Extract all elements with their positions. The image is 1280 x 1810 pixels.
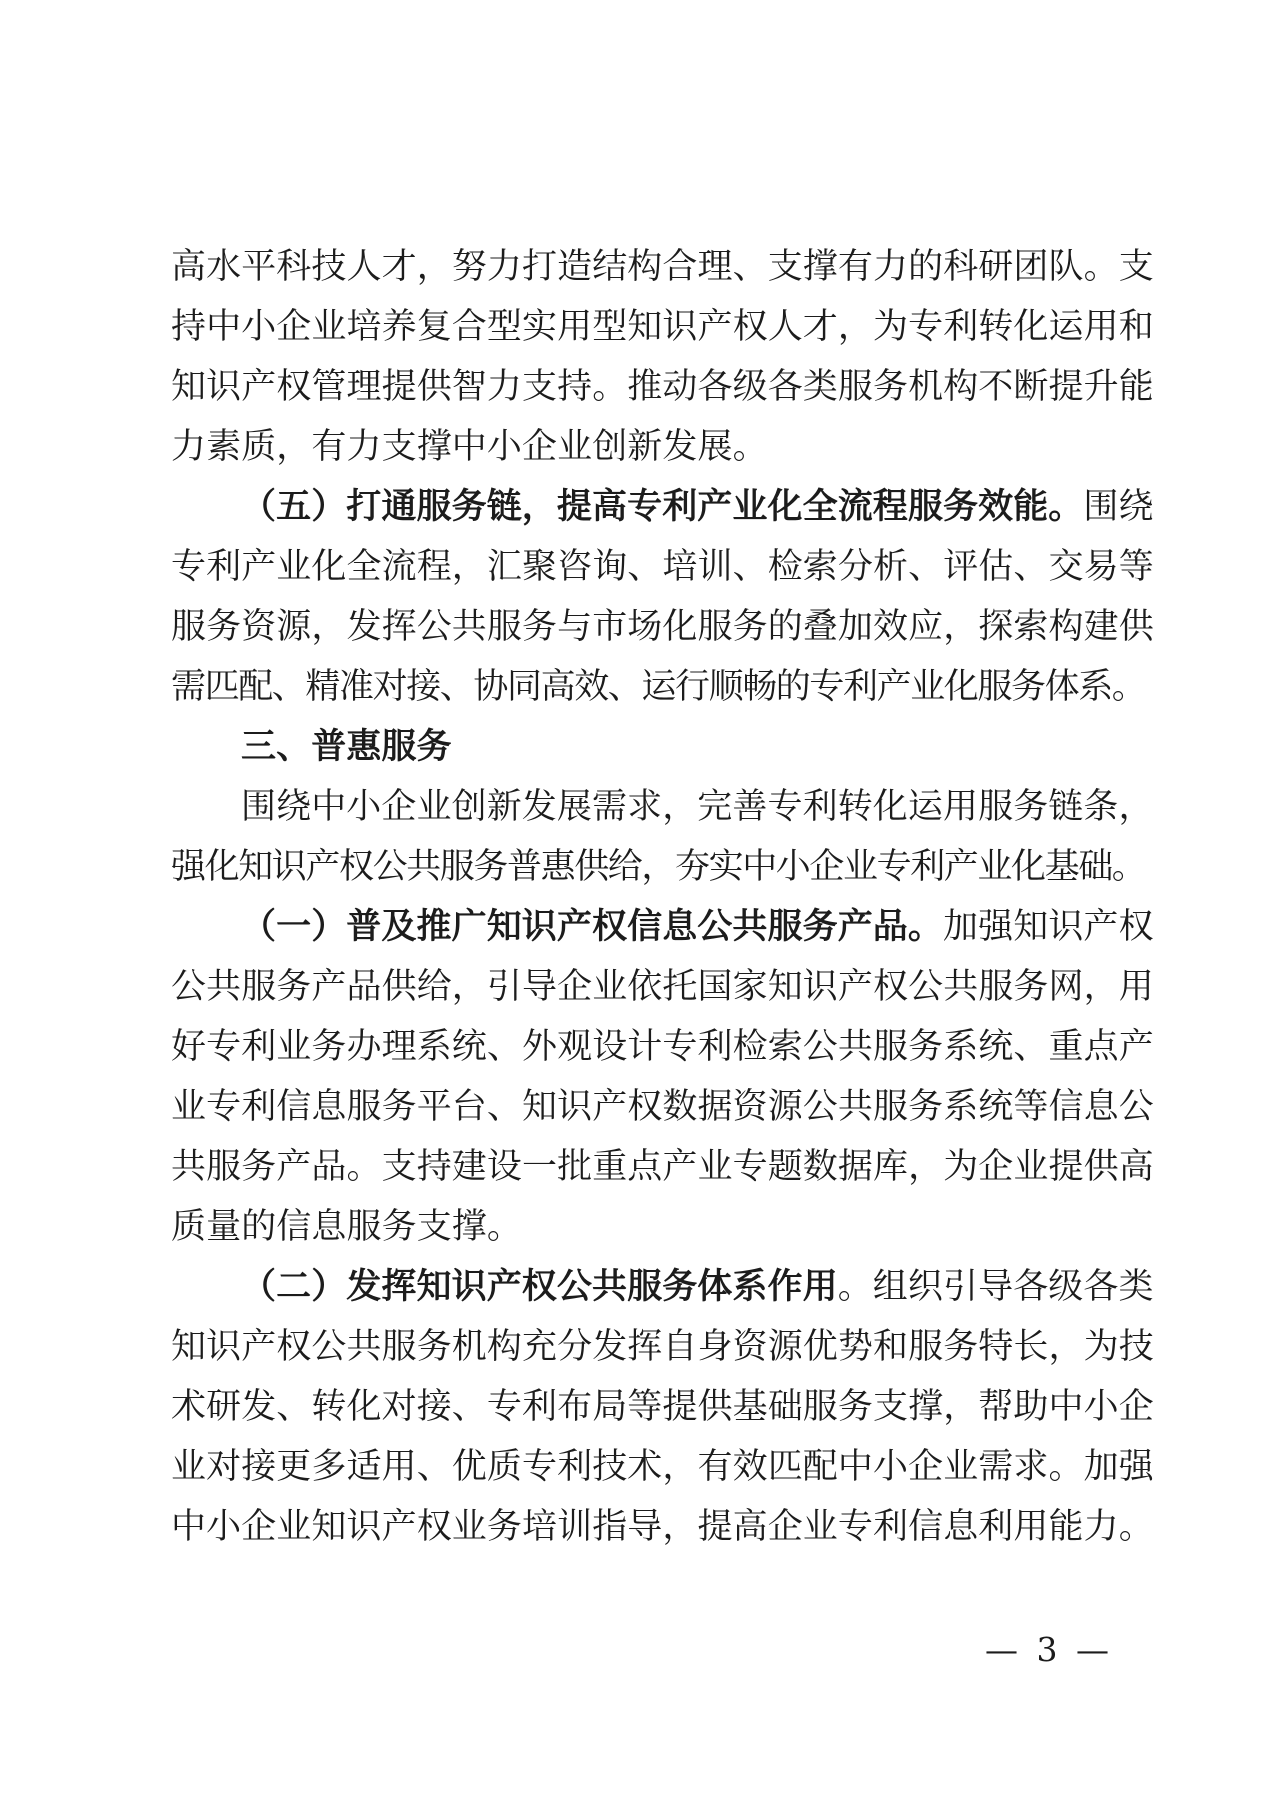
text-run: 高水平科技人才，努力打造结构合理、支撑有力的科研团队。支 <box>171 247 1154 287</box>
text-line <box>171 1257 1201 1317</box>
text-run: 力素质，有力支撑中小企业创新发展。 <box>171 427 768 467</box>
text-run: 强化知识产权公共服务普惠供给，夯实中小企业专利产业化基础。 <box>171 847 1146 887</box>
text-line <box>171 957 1201 1017</box>
text-line <box>171 237 1201 297</box>
text-run: 围绕中小企业创新发展需求，完善专利转化运用服务链条， <box>241 787 1154 827</box>
text-run: 业专利信息服务平台、知识产权数据资源公共服务系统等信息公 <box>171 1087 1154 1127</box>
text-run: （二）发挥知识产权公共服务体系作用 <box>241 1266 838 1307</box>
text-line <box>171 477 1201 537</box>
text-line <box>171 1437 1201 1497</box>
text-run: 加强知识产权 <box>943 907 1154 947</box>
text-run: 质量的信息服务支撑。 <box>171 1207 523 1247</box>
text-line <box>171 657 1201 717</box>
document-body <box>171 237 1201 1557</box>
text-run: 中小企业知识产权业务培训指导，提高企业专利信息利用能力。 <box>171 1507 1154 1547</box>
text-run: 围绕 <box>1083 487 1154 527</box>
text-line <box>171 1197 1201 1257</box>
text-run: 知识产权公共服务机构充分发挥自身资源优势和服务特长，为技 <box>171 1327 1154 1367</box>
text-run: （五）打通服务链，提高专利产业化全流程服务效能。 <box>241 486 1084 527</box>
text-line <box>171 297 1201 357</box>
text-line <box>171 537 1201 597</box>
text-run: （一）普及推广知识产权信息公共服务产品。 <box>241 906 944 947</box>
text-run: 持中小企业培养复合型实用型知识产权人才，为专利转化运用和 <box>171 307 1154 347</box>
page-number: — 3 — <box>985 1630 1113 1669</box>
text-run: 专利产业化全流程，汇聚咨询、培训、检索分析、评估、交易等 <box>171 547 1154 587</box>
text-line <box>171 1077 1201 1137</box>
text-line <box>171 357 1201 417</box>
text-line <box>171 777 1201 837</box>
text-line <box>171 417 1201 477</box>
text-run: 术研发、转化对接、专利布局等提供基础服务支撑，帮助中小企 <box>171 1387 1154 1427</box>
text-line <box>171 1137 1201 1197</box>
text-run: 共服务产品。支持建设一批重点产业专题数据库，为企业提供高 <box>171 1147 1154 1187</box>
text-line <box>171 1317 1201 1377</box>
text-run: 三、普惠服务 <box>241 727 452 767</box>
text-run: 公共服务产品供给，引导企业依托国家知识产权公共服务网，用 <box>171 967 1154 1007</box>
text-line <box>171 597 1201 657</box>
text-line <box>171 717 1201 777</box>
text-run: 好专利业务办理系统、外观设计专利检索公共服务系统、重点产 <box>171 1027 1154 1067</box>
text-run: 服务资源，发挥公共服务与市场化服务的叠加效应，探索构建供 <box>171 607 1154 647</box>
text-run: 需匹配、精准对接、协同高效、运行顺畅的专利产业化服务体系。 <box>171 667 1146 707</box>
text-line <box>171 1497 1201 1557</box>
text-run: 知识产权管理提供智力支持。推动各级各类服务机构不断提升能 <box>171 367 1154 407</box>
text-run: 业对接更多适用、优质专利技术，有效匹配中小企业需求。加强 <box>171 1447 1154 1487</box>
text-run: 。组织引导各级各类 <box>837 1267 1154 1307</box>
text-line <box>171 837 1201 897</box>
text-line <box>171 1017 1201 1077</box>
text-line <box>171 1377 1201 1437</box>
text-line <box>171 897 1201 957</box>
